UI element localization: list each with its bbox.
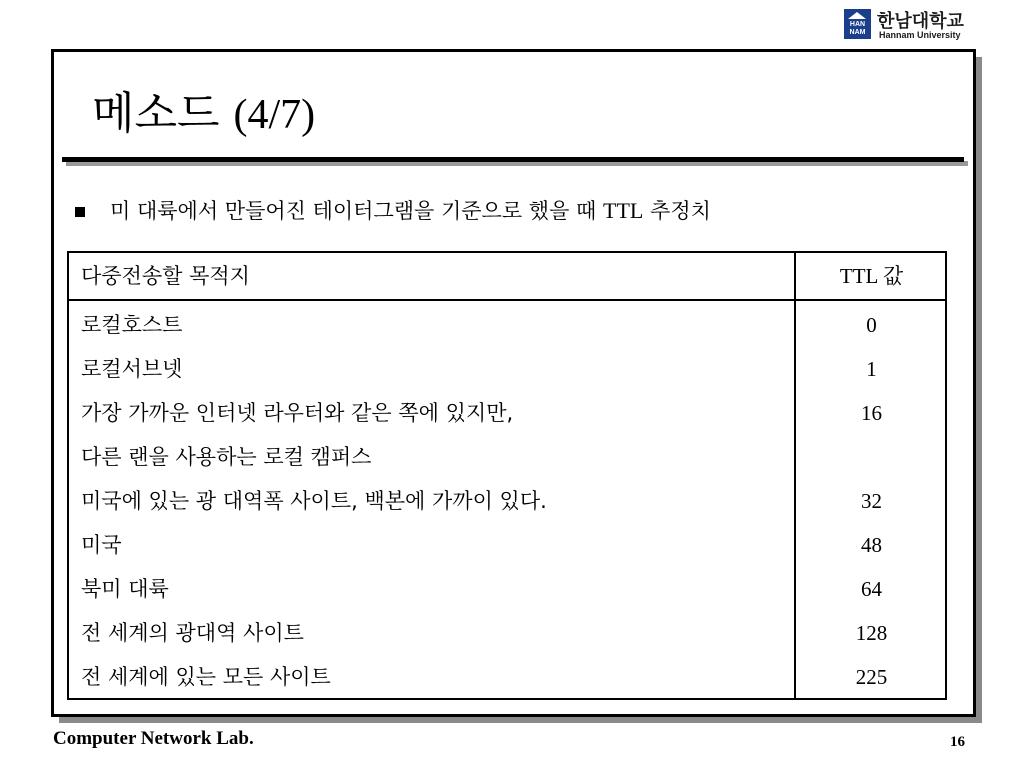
row-destination: 미국 [81, 533, 122, 557]
row-ttl: 64 [861, 577, 882, 601]
row-destination: 로컬서브넷 [81, 357, 183, 381]
logo-mark-text: HAN NAM [849, 21, 866, 36]
table-header-divider [69, 299, 945, 301]
bullet-text-ttl: TTL [603, 198, 644, 223]
slide-title [92, 84, 315, 145]
row-destination: 다른 랜을 사용하는 로컬 캠퍼스 [81, 445, 372, 469]
row-destination: 가장 가까운 인터넷 라우터와 같은 쪽에 있지만, [81, 401, 514, 425]
row-ttl: 16 [861, 401, 882, 425]
logo-emblem-icon [844, 9, 871, 39]
row-ttl: 225 [855, 665, 888, 689]
bullet-square-icon [75, 207, 85, 217]
title-underline [62, 157, 964, 162]
row-destination: 로컬호스트 [81, 313, 183, 337]
ttl-table [67, 251, 947, 700]
row-destination: 북미 대륙 [81, 577, 169, 601]
row-destination: 전 세계에 있는 모든 사이트 [81, 665, 331, 689]
footer-lab-name: Computer Network Lab. [53, 728, 254, 749]
table-header-destination: 다중전송할 목적지 [81, 264, 250, 288]
row-ttl: 128 [855, 621, 888, 645]
row-destination: 미국에 있는 광 대역폭 사이트, 백본에 가까이 있다. [81, 489, 547, 513]
bullet-text-main: 미 대륙에서 만들어진 테이터그램을 기준으로 했을 때 [110, 199, 597, 223]
table-header-ttl: TTL 값 [839, 264, 904, 288]
footer-page-number: 16 [950, 734, 965, 750]
row-ttl: 32 [861, 489, 882, 513]
row-ttl: 1 [866, 357, 877, 381]
title-number: (4/7) [233, 92, 316, 138]
logo-english-name: Hannam University [879, 30, 961, 40]
row-ttl: 0 [866, 313, 877, 337]
bullet-text [110, 196, 711, 226]
row-destination: 전 세계의 광대역 사이트 [81, 621, 304, 645]
bullet-text-end: 추정치 [650, 199, 711, 223]
logo-korean-name: 한남대학교 [877, 11, 964, 32]
title-korean: 메소드 [92, 88, 220, 139]
university-logo [844, 7, 984, 43]
row-ttl: 48 [861, 533, 882, 557]
